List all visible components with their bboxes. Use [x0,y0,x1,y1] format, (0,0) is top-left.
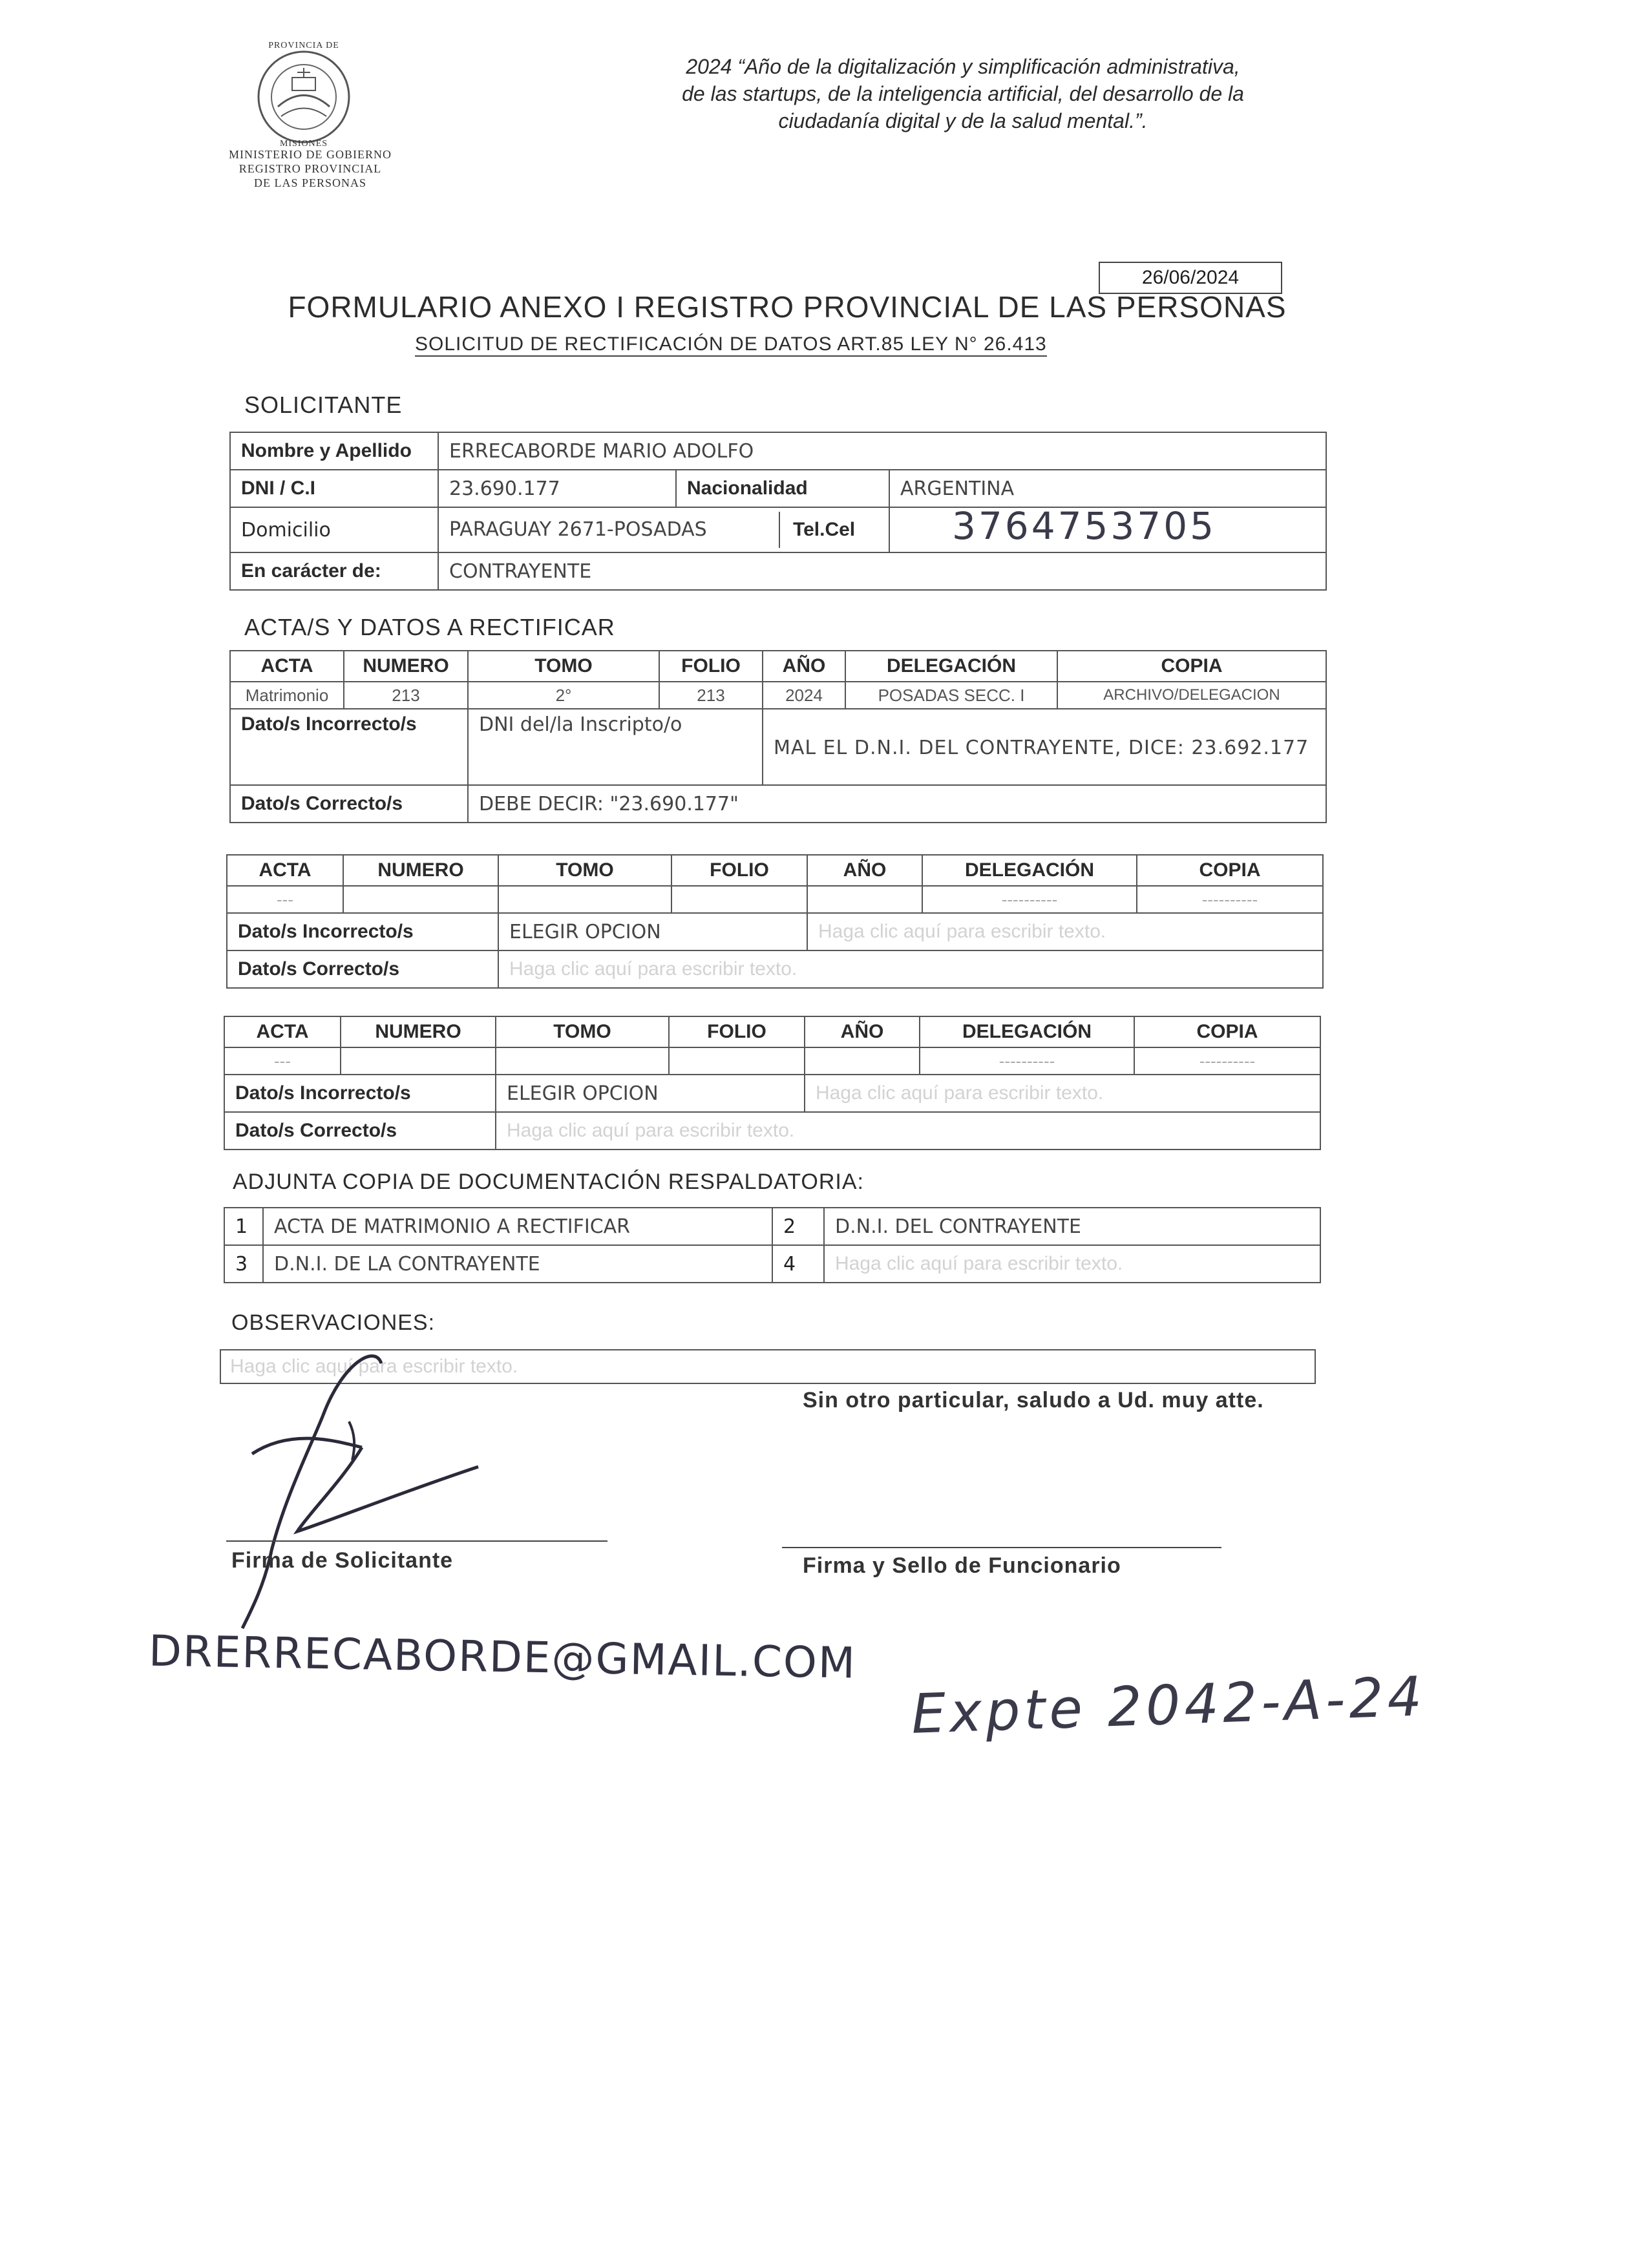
firma-solicitante-label: Firma de Solicitante [231,1548,454,1573]
ministry-line: REGISTRO PROVINCIAL [238,162,382,175]
section-solicitante: SOLICITANTE [244,392,403,418]
copia-select[interactable]: ARCHIVO/DELEGACION [1057,682,1326,709]
table-header-row [224,1016,1320,1047]
signature-line-funcionario [782,1547,1221,1548]
folio-field[interactable] [671,886,807,913]
nacionalidad-field[interactable]: ARGENTINA [889,470,1326,507]
col-delegacion: DELEGACIÓN [845,651,1057,682]
acta-type-select[interactable]: --- [227,886,343,913]
table-row [224,1047,1320,1075]
numero-field[interactable] [343,886,498,913]
adjunta-item-3[interactable]: D.N.I. DE LA CONTRAYENTE [263,1245,772,1283]
table-row [224,1075,1320,1112]
table-row [227,913,1323,950]
ministry-block [213,147,407,190]
incorrecto-campo-select[interactable]: ELEGIR OPCION [498,913,807,950]
correcto-field[interactable]: Haga clic aquí para escribir texto. [498,950,1323,988]
correcto-field[interactable]: Haga clic aquí para escribir texto. [496,1112,1320,1150]
caracter-field[interactable]: CONTRAYENTE [438,552,1326,590]
anio-field[interactable]: 2024 [763,682,845,709]
tomo-field[interactable]: 2° [468,682,659,709]
col-delegacion: DELEGACIÓN [922,855,1137,886]
adjunta-num: 1 [224,1208,263,1245]
adjunta-table [224,1207,1321,1283]
col-numero: NUMERO [344,651,468,682]
anio-field[interactable] [805,1047,920,1075]
col-folio: FOLIO [659,651,763,682]
col-acta: ACTA [227,855,343,886]
incorrecto-detalle-field[interactable] [763,709,1326,785]
correcto-label: Dato/s Correcto/s [227,950,498,988]
adjunta-item-4[interactable]: Haga clic aquí para escribir texto. [824,1245,1320,1283]
section-adjunta: ADJUNTA COPIA DE DOCUMENTACIÓN RESPALDATORIA: [233,1170,864,1194]
table-row [224,1208,1320,1245]
tomo-field[interactable] [496,1047,669,1075]
col-acta: ACTA [230,651,344,682]
col-anio: AÑO [805,1016,920,1047]
table-row [227,950,1323,988]
domicilio-value: PARAGUAY 2671-POSADAS [449,518,707,541]
table-row [230,470,1326,507]
numero-field[interactable] [341,1047,496,1075]
year-motto [543,53,1383,134]
correcto-label: Dato/s Correcto/s [230,785,468,823]
date-field[interactable]: 26/06/2024 [1099,262,1282,294]
acta-3-table [224,1016,1321,1150]
acta-type-select[interactable]: --- [224,1047,341,1075]
adjunta-num: 4 [772,1245,824,1283]
table-row [227,886,1323,913]
table-row [230,709,1326,785]
adjunta-item-2[interactable]: D.N.I. DEL CONTRAYENTE [824,1208,1320,1245]
incorrecto-label: Dato/s Incorrecto/s [227,913,498,950]
incorrecto-campo-select[interactable]: DNI del/la Inscripto/o [468,709,763,785]
col-anio: AÑO [763,651,845,682]
section-actas: ACTA/S Y DATOS A RECTIFICAR [244,614,615,640]
signature-line-solicitante [226,1540,607,1542]
incorrecto-detalle-field[interactable]: Haga clic aquí para escribir texto. [807,913,1323,950]
nombre-field[interactable]: ERRECABORDE MARIO ADOLFO [438,432,1326,470]
correcto-field[interactable]: DEBE DECIR: "23.690.177" [468,785,1326,823]
tomo-field[interactable] [498,886,671,913]
table-row [230,507,1326,552]
col-acta: ACTA [224,1016,341,1047]
motto-line: 2024 “Año de la digitalización y simplificación administrativa, [686,55,1240,78]
solicitante-table [229,432,1327,591]
col-numero: NUMERO [341,1016,496,1047]
acta-1-table [229,650,1327,823]
adjunta-num: 2 [772,1208,824,1245]
ministry-line: MINISTERIO DE GOBIERNO [229,148,392,161]
nacionalidad-label: Nacionalidad [676,470,889,507]
caracter-label: En carácter de: [230,552,438,590]
col-copia: COPIA [1134,1016,1320,1047]
section-observaciones: OBSERVACIONES: [231,1310,436,1335]
copia-select[interactable]: ---------- [1134,1047,1320,1075]
correcto-label: Dato/s Correcto/s [224,1112,496,1150]
col-anio: AÑO [807,855,922,886]
incorrecto-detalle-text: MAL EL D.N.I. DEL CONTRAYENTE, DICE: 23.692.177 [774,737,1309,759]
incorrecto-label: Dato/s Incorrecto/s [224,1075,496,1112]
col-copia: COPIA [1137,855,1323,886]
table-row [230,682,1326,709]
table-row [230,552,1326,590]
observaciones-placeholder: Haga clic aquí para escribir texto. [230,1356,518,1377]
handwritten-expediente: Expte 2042-A-24 [910,1664,1427,1746]
seal-bottom-text: MISIONES [279,139,328,149]
tel-handwritten: 3764753705 [952,507,1217,548]
table-row [230,785,1326,823]
motto-line: ciudadanía digital y de la salud mental.”. [778,109,1148,132]
tel-field[interactable] [889,507,1326,552]
folio-field[interactable] [669,1047,805,1075]
dni-field[interactable]: 23.690.177 [438,470,676,507]
provincial-seal [252,45,355,149]
copia-select[interactable]: ---------- [1137,886,1323,913]
acta-type-select[interactable]: Matrimonio [230,682,344,709]
form-title: FORMULARIO ANEXO I REGISTRO PROVINCIAL DE LAS PERSONAS [288,290,1287,324]
col-tomo: TOMO [498,855,671,886]
incorrecto-label: Dato/s Incorrecto/s [230,709,468,785]
handwritten-signature-icon [213,1338,511,1635]
folio-field[interactable]: 213 [659,682,763,709]
closing-text: Sin otro particular, saludo a Ud. muy atte. [803,1388,1264,1412]
domicilio-field[interactable] [438,507,889,552]
col-tomo: TOMO [468,651,659,682]
col-tomo: TOMO [496,1016,669,1047]
adjunta-item-1[interactable]: ACTA DE MATRIMONIO A RECTIFICAR [263,1208,772,1245]
dni-label: DNI / C.I [230,470,438,507]
table-header-row [230,651,1326,682]
seal-emblem-icon [252,45,355,149]
col-folio: FOLIO [669,1016,805,1047]
nombre-label: Nombre y Apellido [230,432,438,470]
adjunta-num: 3 [224,1245,263,1283]
col-copia: COPIA [1057,651,1326,682]
table-header-row [227,855,1323,886]
domicilio-label: Domicilio [230,507,438,552]
delegacion-select[interactable]: ---------- [920,1047,1134,1075]
motto-line: de las startups, de la inteligencia artificial, del desarrollo de la [682,82,1244,105]
ministry-line: DE LAS PERSONAS [253,176,367,189]
col-numero: NUMERO [343,855,498,886]
incorrecto-campo-select[interactable]: ELEGIR OPCION [496,1075,805,1112]
table-row [224,1245,1320,1283]
seal-top-text: PROVINCIA DE [268,41,339,50]
table-row [230,432,1326,470]
col-delegacion: DELEGACIÓN [920,1016,1134,1047]
delegacion-select[interactable]: POSADAS SECC. I [845,682,1057,709]
numero-field[interactable]: 213 [344,682,468,709]
incorrecto-detalle-field[interactable]: Haga clic aquí para escribir texto. [805,1075,1320,1112]
firma-funcionario-label: Firma y Sello de Funcionario [803,1553,1121,1578]
col-folio: FOLIO [671,855,807,886]
table-row [224,1112,1320,1150]
handwritten-email: DRERRECABORDE@GMAIL.COM [148,1626,857,1688]
delegacion-select[interactable]: ---------- [922,886,1137,913]
acta-2-table [226,854,1324,989]
form-subtitle: SOLICITUD DE RECTIFICACIÓN DE DATOS ART.85 LEY N° 26.413 [415,333,1047,357]
tel-label: Tel.Cel [779,512,855,548]
anio-field[interactable] [807,886,922,913]
